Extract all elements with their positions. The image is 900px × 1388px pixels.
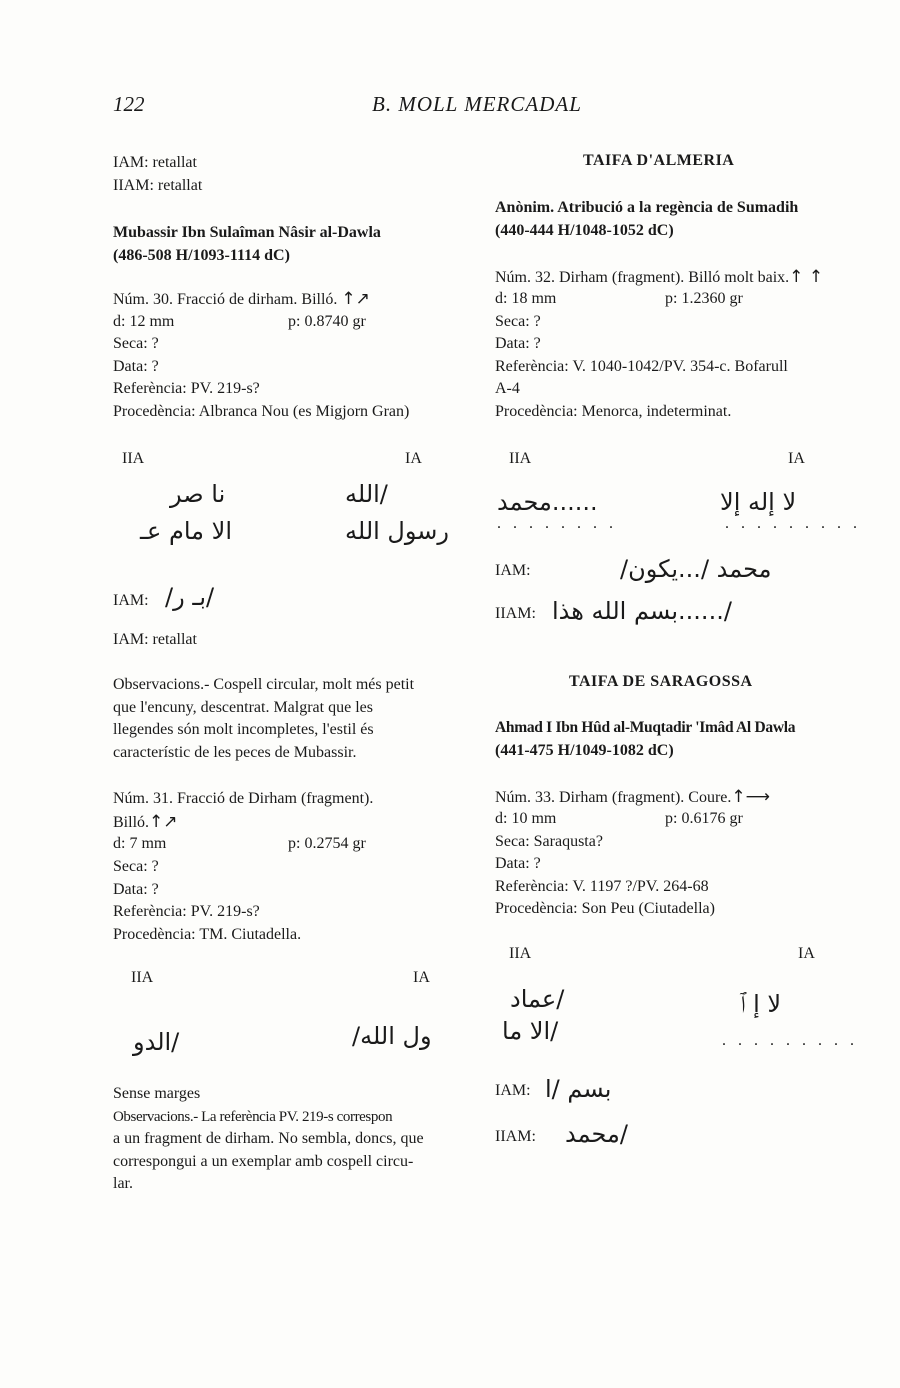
coin31-provenance: Procedència: TM. Ciutadella. bbox=[113, 926, 302, 943]
coin30-reverse-line2: الا مام عـ bbox=[140, 517, 232, 545]
orientation-arrows-icon: ↑↗ bbox=[149, 812, 178, 832]
coin32-iam-text: /محمد /...يكون bbox=[620, 555, 772, 583]
ruler-saragossa-dates: (441-475 H/1049-1082 dC) bbox=[495, 742, 674, 759]
ruler-saragossa-title: Ahmad I Ibn Hûd al-Muqtadir 'Imâd Al Dawla bbox=[495, 719, 796, 736]
coin30-diameter: d: 12 mm bbox=[113, 313, 175, 330]
coin30-weight: p: 0.8740 gr bbox=[288, 313, 366, 330]
coin30-number: Núm. 30. Fracció de dirham. Billó. ↑↗ bbox=[113, 289, 370, 309]
obs-line: que l'encuny, descentrat. Malgrat que les bbox=[113, 698, 373, 716]
coin32-reverse-dots: . . . . . . . . bbox=[497, 515, 617, 532]
coin32-obverse-label: IA bbox=[788, 450, 805, 467]
coin30-iam-label: IAM: bbox=[113, 592, 149, 609]
coin31-obverse-label: IA bbox=[413, 969, 430, 986]
orientation-arrows-icon: ↑↗ bbox=[341, 289, 370, 309]
coin30-iam-note: IAM: retallat bbox=[113, 631, 197, 648]
coin30-obverse-label: IA bbox=[405, 450, 422, 467]
coin33-weight: p: 0.6176 gr bbox=[665, 810, 743, 827]
coin32-provenance: Procedència: Menorca, indeterminat. bbox=[495, 403, 732, 420]
coin32-weight: p: 1.2360 gr bbox=[665, 290, 743, 307]
coin33-number: Núm. 33. Dirham (fragment). Coure.↑⟶ bbox=[495, 787, 771, 807]
coin33-iam-label: IAM: bbox=[495, 1082, 531, 1099]
coin31-weight: p: 0.2754 gr bbox=[288, 835, 366, 852]
coin31-obverse-text: /ول الله bbox=[352, 1022, 432, 1050]
coin31-date: Data: ? bbox=[113, 881, 159, 898]
coin33-iiam-text: محمد/ bbox=[565, 1120, 628, 1148]
coin33-obverse-label: IA bbox=[798, 945, 815, 962]
coin33-iiam-label: IIAM: bbox=[495, 1128, 536, 1145]
coin33-diameter: d: 10 mm bbox=[495, 810, 557, 827]
coin32-obverse-text: لا إله إلا bbox=[720, 488, 797, 516]
coin32-reference: Referència: V. 1040-1042/PV. 354-c. Bofarull bbox=[495, 358, 788, 375]
coin30-obverse-line1: الله/ bbox=[345, 480, 388, 508]
coin33-reverse-line1: عماد/ bbox=[510, 985, 565, 1013]
intro-iam: IAM: retallat bbox=[113, 154, 197, 171]
obs-line: Observacions.- La referència PV. 219-s correspon bbox=[113, 1108, 393, 1125]
coin31-reverse-label: IIA bbox=[131, 969, 154, 986]
coin30-provenance: Procedència: Albranca Nou (es Migjorn Gran) bbox=[113, 403, 410, 420]
section-taifa-saragossa: TAIFA DE SARAGOSSA bbox=[569, 673, 753, 690]
obs-line: Observacions.- Cospell circular, molt més petit bbox=[113, 676, 415, 693]
coin30-observations bbox=[113, 674, 469, 764]
coin31-number: Núm. 31. Fracció de Dirham (fragment). bbox=[113, 790, 374, 807]
coin32-number: Núm. 32. Dirham (fragment). Billó molt baix.↑ ↑ bbox=[495, 267, 824, 287]
page-number: 122 bbox=[113, 92, 145, 116]
ruler-dates: (486-508 H/1093-1114 dC) bbox=[113, 247, 290, 264]
coin31-observations bbox=[113, 1083, 469, 1196]
coin33-reference: Referència: V. 1197 ?/PV. 264-68 bbox=[495, 878, 709, 895]
coin30-reverse-label: IIA bbox=[122, 450, 145, 467]
coin31-metal: Billó.↑↗ bbox=[113, 812, 178, 832]
coin33-reverse-line2: الا ما/ bbox=[502, 1017, 559, 1045]
intro-iiam: IIAM: retallat bbox=[113, 177, 203, 194]
coin33-date: Data: ? bbox=[495, 855, 541, 872]
coin32-date: Data: ? bbox=[495, 335, 541, 352]
coin32-diameter: d: 18 mm bbox=[495, 290, 557, 307]
obs-line: característic de les peces de Mubassir. bbox=[113, 743, 357, 761]
coin32-iiam-text: بسم الله هذا....../ bbox=[552, 597, 732, 625]
coin30-mint: Seca: ? bbox=[113, 335, 159, 352]
coin30-iam-text: /بـ ر/ bbox=[165, 583, 215, 611]
section-taifa-almeria: TAIFA D'ALMERIA bbox=[583, 152, 735, 169]
obs-line: llegendes són molt incompletes, l'estil és bbox=[113, 721, 374, 738]
coin32-iam-label: IAM: bbox=[495, 562, 531, 579]
orientation-arrows-icon: ↑ ↑ bbox=[789, 267, 824, 287]
coin33-obverse-text: لا إ ﭐ bbox=[740, 990, 782, 1018]
coin33-reverse-label: IIA bbox=[509, 945, 532, 962]
coin33-provenance: Procedència: Son Peu (Ciutadella) bbox=[495, 900, 715, 917]
coin32-obverse-dots: . . . . . . . . . bbox=[725, 515, 861, 532]
coin32-iiam-label: IIAM: bbox=[495, 605, 536, 622]
obs-line: a un fragment de dirham. No sembla, doncs, que bbox=[113, 1130, 424, 1147]
coin31-reference: Referència: PV. 219-s? bbox=[113, 903, 260, 920]
coin30-date: Data: ? bbox=[113, 358, 159, 375]
coin30-reference: Referència: PV. 219-s? bbox=[113, 380, 260, 397]
coin32-reverse-text: محمد...... bbox=[497, 488, 598, 516]
coin32-reference-cont: A-4 bbox=[495, 380, 520, 397]
orientation-arrows-icon: ↑⟶ bbox=[731, 787, 771, 807]
obs-line: Sense marges bbox=[113, 1085, 201, 1102]
coin32-reverse-label: IIA bbox=[509, 450, 532, 467]
ruler-title: Mubassir Ibn Sulaîman Nâsir al-Dawla bbox=[113, 224, 381, 241]
running-header: B. MOLL MERCADAL bbox=[372, 92, 582, 116]
coin31-reverse-text: الدو/ bbox=[133, 1028, 180, 1056]
obs-line: lar. bbox=[113, 1175, 133, 1192]
coin31-mint: Seca: ? bbox=[113, 858, 159, 875]
coin32-mint: Seca: ? bbox=[495, 313, 541, 330]
coin33-iam-text: بسم /ا bbox=[545, 1075, 612, 1103]
obs-line: correspongui a un exemplar amb cospell circu- bbox=[113, 1152, 414, 1170]
coin33-mint: Seca: Saraqusta? bbox=[495, 833, 603, 850]
coin30-reverse-line1: نا صر bbox=[170, 480, 226, 508]
coin30-obverse-line2: رسول الله bbox=[345, 517, 449, 545]
coin33-obverse-dots: . . . . . . . . . bbox=[722, 1032, 858, 1049]
coin31-diameter: d: 7 mm bbox=[113, 835, 167, 852]
ruler-almeria-title: Anònim. Atribució a la regència de Sumadih bbox=[495, 199, 799, 216]
ruler-almeria-dates: (440-444 H/1048-1052 dC) bbox=[495, 222, 674, 239]
